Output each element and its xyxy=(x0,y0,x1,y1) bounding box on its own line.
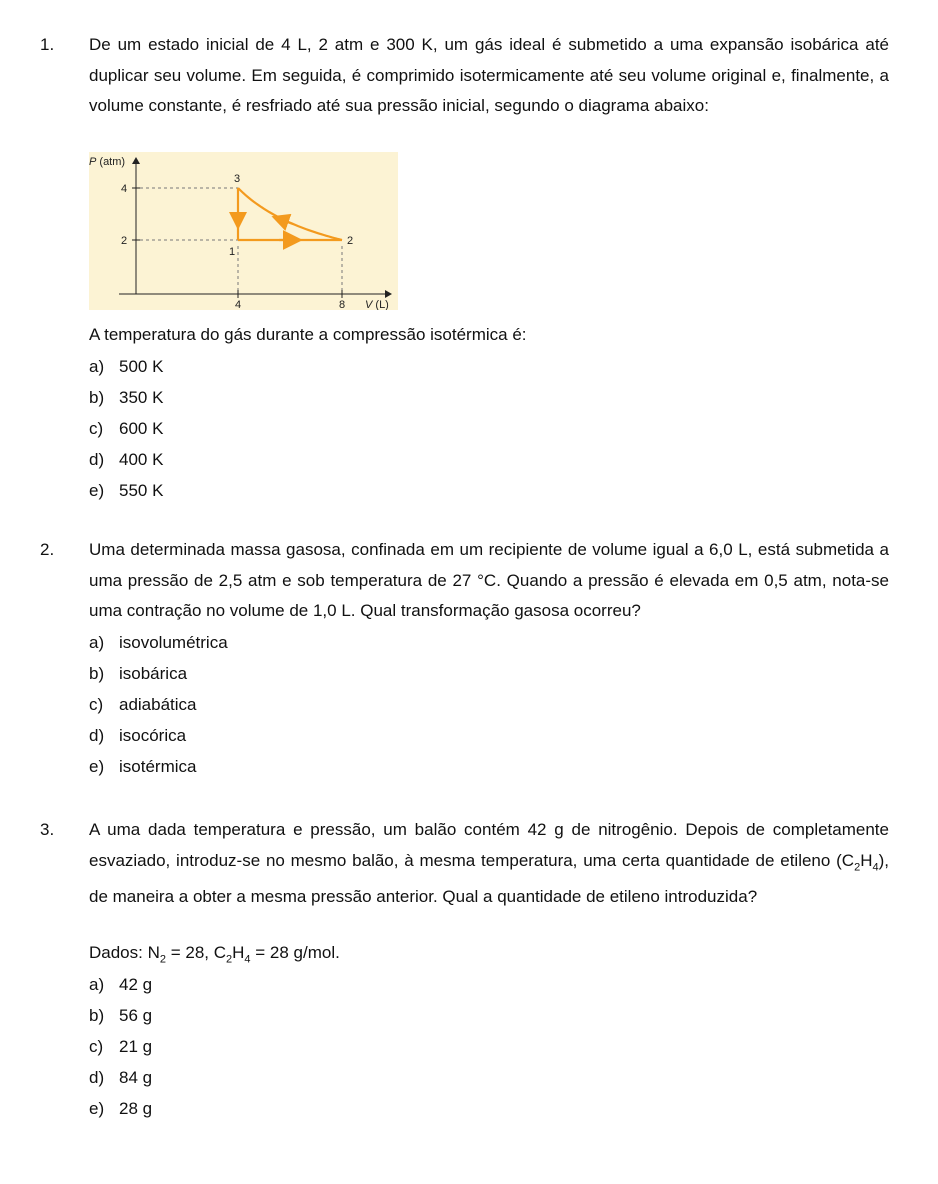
question-text: Uma determinada massa gasosa, confinada em um recipiente de volume igual a 6,0 L, está submetida a uma pressão de 2,5 atm e sob temperatura de 27 °C. Quando a pressão é elevada em 0,5 atm, nota-se uma contração no volume de 1,0 L. Qual transformação gasosa ocorreu? xyxy=(89,540,889,620)
x-tick-label-4: 4 xyxy=(235,299,242,310)
options-list xyxy=(89,969,789,1124)
option-e[interactable]: e) 550 K xyxy=(89,480,164,500)
dados-line: Dados: $N_2 = 28$, $C_2H_4 = 28$ g/mol. xyxy=(89,943,340,966)
state-label-1: 1 xyxy=(229,246,236,258)
option-c[interactable]: c) 600 K xyxy=(89,418,164,438)
question-number: 1. xyxy=(40,35,55,54)
question-number: 3. xyxy=(40,820,55,839)
option-d[interactable]: d) 84 g xyxy=(89,1067,153,1087)
option-a[interactable]: a) 42 g xyxy=(89,974,153,994)
x-axis-label: V (L) xyxy=(365,299,389,310)
question-text: A uma dada temperatura e pressão, um balão contém 42 g de nitrogênio. Depois de completamente esvaziado, introduz-se no mesmo balão, à mesma temperatura, uma certa quantidade de etileno $(C_2H_4)$, de maneira a obter a mesma pressão anterior. Qual a quantidade de etileno introduzida? xyxy=(89,820,889,907)
y-tick-label-2: 2 xyxy=(121,235,128,247)
option-e[interactable]: e) 28 g xyxy=(89,1098,153,1118)
question-prompt: A temperatura do gás durante a compressão isotérmica é: xyxy=(89,325,527,344)
state-label-3: 3 xyxy=(234,173,241,185)
question-text: De um estado inicial de 4 L, 2 atm e 300 K, um gás ideal é submetido a uma expansão isobárica até duplicar seu volume. Em seguida, é comprimido isotermicamente até seu volume original e, finalmente, a volume constante, é resfriado até sua pressão inicial, segundo o diagrama abaixo: xyxy=(89,35,889,115)
option-b[interactable]: b) isobárica xyxy=(89,663,188,683)
pv-diagram xyxy=(89,152,398,310)
state-label-2: 2 xyxy=(347,235,354,247)
option-e[interactable]: e) isotérmica xyxy=(89,756,197,776)
option-d[interactable]: d) 400 K xyxy=(89,449,164,469)
pv-diagram-svg xyxy=(89,152,398,310)
question-number: 2. xyxy=(40,540,55,559)
option-c[interactable]: c) adiabática xyxy=(89,694,197,714)
y-tick-label-4: 4 xyxy=(121,183,128,195)
option-a[interactable]: a) isovolumétrica xyxy=(89,632,228,652)
option-c[interactable]: c) 21 g xyxy=(89,1036,153,1056)
options-list xyxy=(89,351,789,506)
option-b[interactable]: b) 56 g xyxy=(89,1005,153,1025)
option-b[interactable]: b) 350 K xyxy=(89,387,164,407)
option-d[interactable]: d) isocórica xyxy=(89,725,187,745)
y-axis-label: P (atm) xyxy=(89,156,126,168)
options-list xyxy=(89,627,789,782)
x-tick-label-8: 8 xyxy=(339,299,346,310)
isothermal-compression-curve xyxy=(238,188,342,240)
option-a[interactable]: a) 500 K xyxy=(89,356,164,376)
